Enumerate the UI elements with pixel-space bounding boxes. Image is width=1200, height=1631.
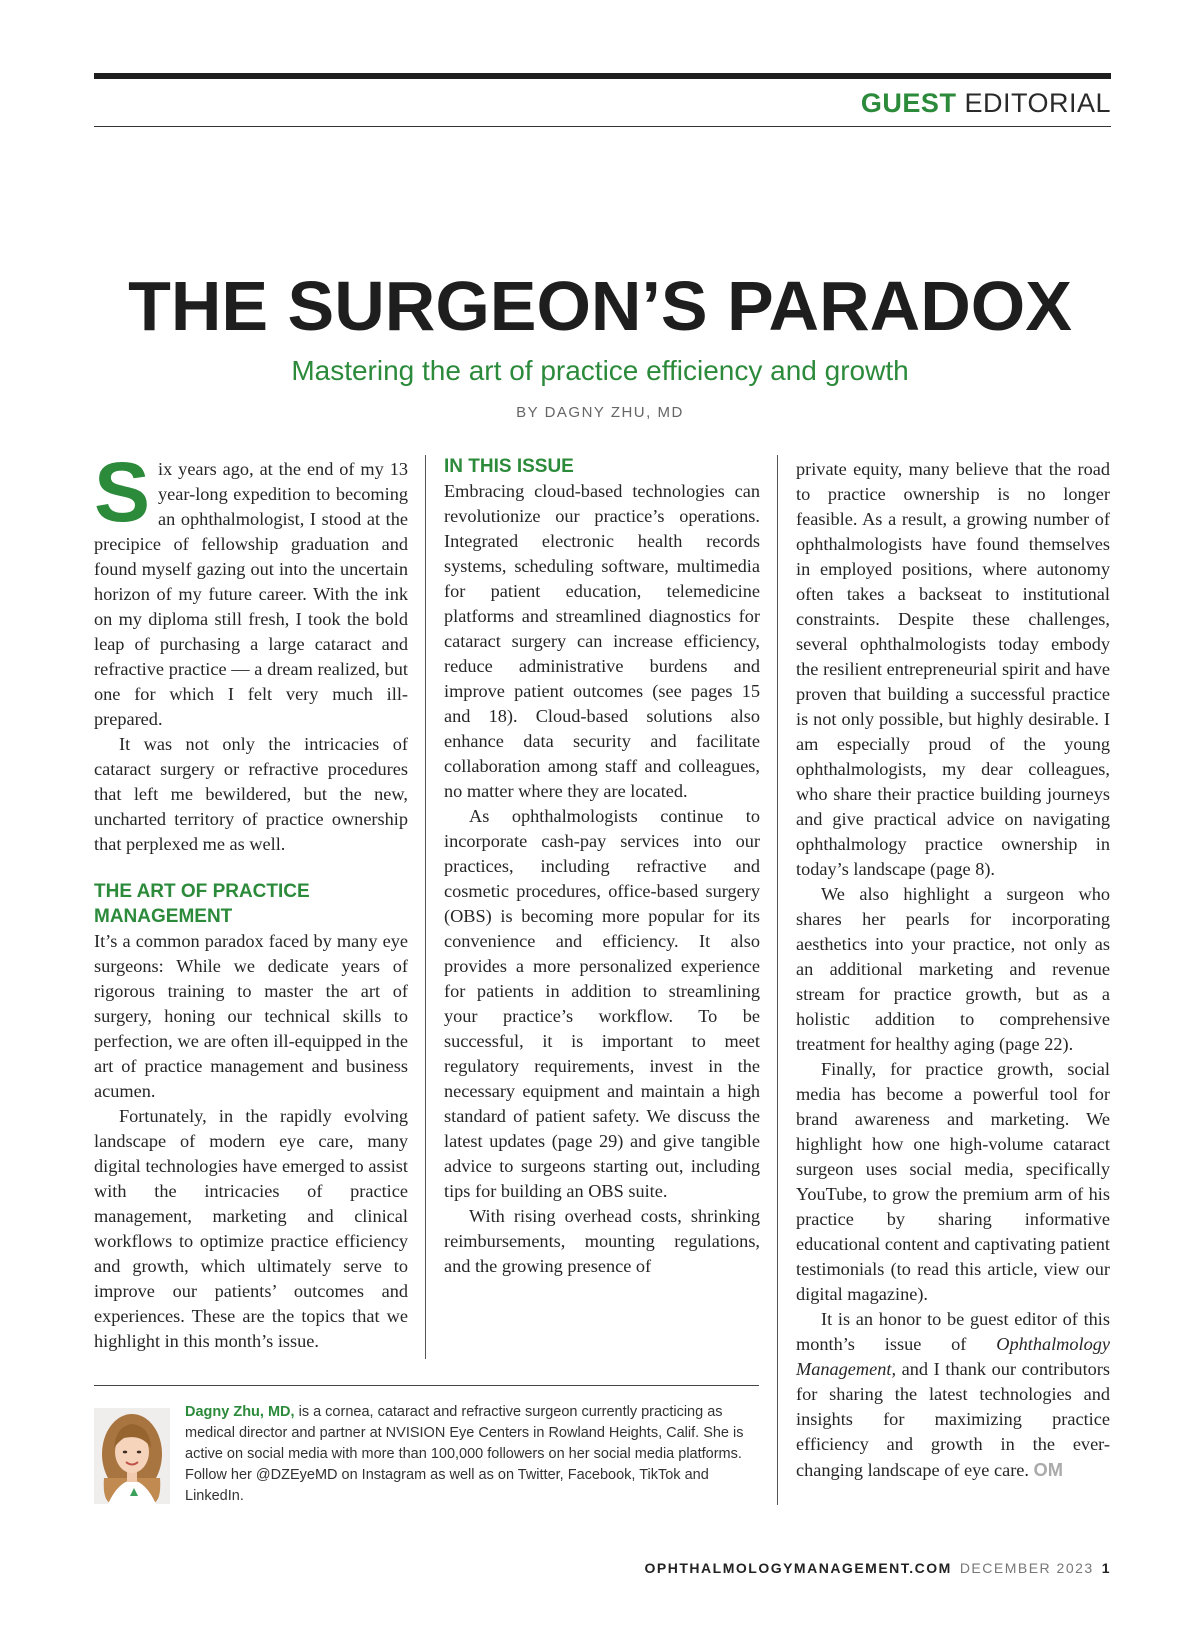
article-subtitle: Mastering the art of practice efficiency and growth	[291, 355, 909, 386]
author-bio-text: is a cornea, cataract and refractive surgeon currently practicing as medical director and partner at NVISION Eye Centers in Rowland Heights, Calif. She is active on social media with more than 100,000 followers on her social media platforms. Follow her @DZEyeMD on Instagram as well as on Twitter, Facebook, TikTok and LinkedIn.	[185, 1404, 744, 1504]
section-heading: THE ART OF PRACTICE MANAGEMENT	[94, 881, 310, 927]
author-bio	[185, 1402, 759, 1507]
footer-date: DECEMBER 2023	[959, 1560, 1094, 1576]
paragraph: It was not only the intricacies of cataract surgery or refractive procedures that left me bewildered, but the new, uncharted territory of practice ownership that perplexed me as well.	[94, 734, 408, 854]
section-label-bold: GUEST	[860, 88, 957, 118]
paragraph: Embracing cloud-based technologies can revolutionize our practice’s operations. Integrated electronic health records systems, scheduling software, multimedia for patient education, telemedicine platforms and streamlined diagnostics for cataract surgery can increase efficiency, reduce administrative burdens and improve patient outcomes (see pages 15 and 18). Cloud-based solutions also enhance data security and facilitate collaboration among staff and colleagues, no matter where they are located.	[444, 481, 760, 801]
byline: BY DAGNY ZHU, MD	[516, 404, 684, 421]
section-label	[861, 88, 1111, 119]
paragraph	[796, 1307, 1110, 1483]
column-2	[444, 457, 760, 1279]
footer-site: OPHTHALMOLOGYMANAGEMENT.COM	[644, 1560, 952, 1576]
paragraph-text: ix years ago, at the end of my 13 year-long expedition to becoming an ophthalmologist, I stood at the precipice of fellowship graduation and found myself gazing out into the uncertain horizon of my future career. With the ink on my diploma still fresh, I took the bold leap of purchasing a large cataract and refractive practice — a dream realized, but one for which I felt very much ill-prepared.	[94, 459, 408, 729]
page-footer	[645, 1560, 1111, 1576]
paragraph: We also highlight a surgeon who shares her pearls for incorporating aesthetics into your practice, not only as an additional marketing and revenue stream for practice growth, but as a holistic addition to comprehensive treatment for healthy aging (page 22).	[796, 884, 1110, 1054]
paragraph	[94, 445, 408, 732]
column-3	[796, 457, 1110, 1483]
column-divider	[777, 455, 778, 1505]
header-rule	[94, 126, 1111, 127]
paragraph: private equity, many believe that the road to practice ownership is no longer feasible. As a result, a growing number of ophthalmologists have found themselves in employed positions, where autonomy often takes a backseat to institutional constraints. Despite these challenges, several ophthalmologists today embody the resilient entrepreneurial spirit and have proven that building a successful practice is not only possible, but highly desirable. I am especially proud of the young ophthalmologists, my dear colleagues, who share their practice building journeys and give practical advice on navigating ophthalmology practice ownership in today’s landscape (page 8).	[796, 459, 1110, 879]
column-1	[94, 445, 408, 1354]
paragraph-text: and I thank our contributors for sharing the latest technologies and insights for maximizing practice efficiency and growth in the ever-changing landscape of eye care.	[796, 1359, 1110, 1480]
paragraph: It’s a common paradox faced by many eye surgeons: While we dedicate years of rigorous training to master the art of surgery, honing our technical skills to perfection, we are often ill-equipped in the art of practice management and business acumen.	[94, 931, 408, 1101]
end-mark: OM	[1033, 1459, 1063, 1480]
drop-cap: S	[94, 445, 151, 539]
section-label-rest: EDITORIAL	[964, 88, 1111, 118]
author-photo	[94, 1408, 170, 1504]
paragraph-text: It is an honor to be guest editor of this month’s issue of	[796, 1309, 1110, 1354]
author-name: Dagny Zhu, MD,	[185, 1404, 295, 1420]
paragraph: Finally, for practice growth, social media has become a powerful tool for brand awareness and marketing. We highlight how one high-volume cataract surgeon uses social media, specifically YouTube, to grow the premium arm of his practice by sharing informative educational content and captivating patient testimonials (to read this article, view our digital magazine).	[796, 1059, 1110, 1304]
column-divider	[425, 455, 426, 1359]
page-number: 1	[1101, 1560, 1111, 1576]
paragraph: With rising overhead costs, shrinking reimbursements, mounting regulations, and the growing presence of	[444, 1206, 760, 1276]
magazine-name: Ophthalmology Management,	[796, 1334, 1110, 1379]
bio-rule	[94, 1385, 759, 1386]
top-rule	[94, 73, 1111, 79]
paragraph: As ophthalmologists continue to incorporate cash-pay services into our practices, including refractive and cosmetic procedures, office-based surgery (OBS) is becoming more popular for its convenience and efficiency. It also provides a more personalized experience for patients in addition to streamlining your practice’s workflow. To be successful, it is important to meet regulatory requirements, invest in the necessary equipment and maintain a high standard of patient safety. We discuss the latest updates (page 29) and give tangible advice to surgeons starting out, including tips for building an OBS suite.	[444, 806, 760, 1201]
paragraph: Fortunately, in the rapidly evolving landscape of modern eye care, many digital technologies have emerged to assist with the intricacies of practice management, marketing and clinical workflows to optimize practice efficiency and growth, which ultimately serve to improve our patients’ outcomes and experiences. These are the topics that we highlight in this month’s issue.	[94, 1106, 408, 1351]
section-heading: IN THIS ISSUE	[444, 456, 574, 477]
article-title: THE SURGEON’S PARADOX	[128, 267, 1072, 345]
